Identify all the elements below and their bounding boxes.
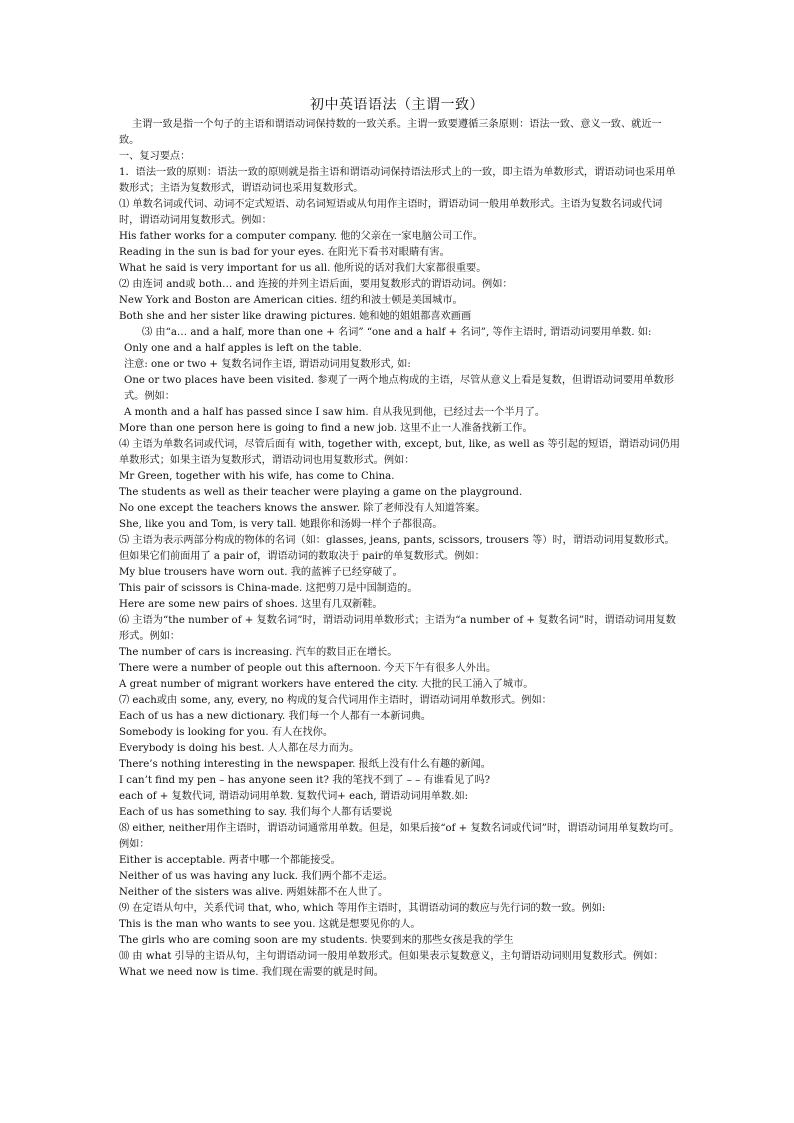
example-line: One or two places have been visited. 参观了一两个地点构成的主语，尽管从意义上看是复数，但谓语动词要用单数形式。例如： (124, 375, 674, 402)
paragraph: ⑼ 在定语从句中，关系代词 that, who, which 等用作主语时，其谓语动词的数应与先行词的数一致。例如: (119, 903, 606, 914)
paragraph: ⑻ either, neither用作主语时，谓语动词通常用单数。但是，如果后接“of + 复数名词或代词”时，谓语动词用单复数均可。例如： (119, 823, 680, 850)
paragraph: ⑹ 主语为“the number of + 复数名词”时，谓语动词用单数形式；主语为“a number of + 复数名词”时，谓语动词用复数形式。例如： (119, 615, 676, 642)
example-line: Neither of us was having any luck. 我们两个都不走运。 (119, 871, 393, 882)
example-line: The number of cars is increasing. 汽车的数目正在增长。 (119, 647, 398, 658)
paragraph: 主谓一致是指一个句子的主语和谓语动词保持数的一致关系。主谓一致要遵循三条原则：语法一致、意义一致、就近一致。 (119, 119, 662, 146)
example-line: She, like you and Tom, is very tall. 她跟你和汤姆一样个子都很高。 (119, 519, 443, 530)
example-line: There’s nothing interesting in the newspaper. 报纸上没有什么有趣的新闻。 (119, 759, 491, 770)
example-line: Somebody is looking for you. 有人在找你。 (119, 727, 334, 738)
example-line: The girls who are coming soon are my students. 快要到来的那些女孩是我的学生 (119, 935, 514, 946)
example-line: A month and a half has passed since I saw him. 自从我见到他，已经过去一个半月了。 (124, 407, 546, 418)
paragraph: ⑽ 由 what 引导的主语从句，主句谓语动词一般用单数形式。但如果表示复数意义，主句谓语动词则用复数形式。例如： (119, 951, 664, 962)
example-line: Each of us has a new dictionary. 我们每一个人都有一本新词典。 (119, 711, 432, 722)
example-line: What we need now is time. 我们现在需要的就是时间。 (119, 967, 384, 978)
example-line: Both she and her sister like drawing pictures. 她和她的姐姐都喜欢画画 (119, 311, 472, 322)
note-line: 注意: one or two + 复数名词作主语, 谓语动词用复数形式, 如: (124, 359, 411, 370)
example-line: This is the man who wants to see you. 这就是想要见你的人。 (119, 919, 421, 930)
example-line: His father works for a computer company. 他的父亲在一家电脑公司工作。 (119, 231, 483, 242)
paragraph: ⑺ each或由 some, any, every, no 构成的复合代词用作主语时，谓语动词用单数形式。例如： (119, 695, 552, 706)
paragraph: 1．语法一致的原则：语法一致的原则就是指主语和谓语动词保持语法形式上的一致，即主语为单数形式，谓语动词也采用单数形式；主语为复数形式，谓语动词也采用复数形式。 (119, 167, 676, 194)
note-line: each of + 复数代词, 谓语动词用单数. 复数代词+ each, 谓语动词用单数.如: (119, 791, 469, 802)
example-line: Each of us has something to say. 我们每个人都有话要说 (119, 807, 393, 818)
section-heading: 一、复习要点： (119, 151, 191, 162)
example-line: More than one person here is going to find a new job. 这里不止一人准备找新工作。 (119, 423, 533, 434)
paragraph: ⑴ 单数名词或代词、动词不定式短语、动名词短语或从句用作主语时，谓语动词一般用单数形式。主语为复数名词或代词时，谓语动词用复数形式。例如： (119, 199, 663, 226)
example-line: A great number of migrant workers have entered the city. 大批的民工涌入了城市。 (119, 679, 534, 690)
paragraph: ⑵ 由连词 and或 both… and 连接的并列主语后面，要用复数形式的谓语动词。例如： (119, 279, 513, 290)
example-line: Either is acceptable. 两者中哪一个都能接受。 (119, 855, 341, 866)
example-line: Everybody is doing his best. 人人都在尽力而为。 (119, 743, 360, 754)
document-body (119, 117, 681, 981)
example-line: Here are some new pairs of shoes. 这里有几双新鞋。 (119, 599, 383, 610)
example-line: What he said is very important for us all. 他所说的话对我们大家都很重要。 (119, 263, 487, 274)
example-line: My blue trousers have worn out. 我的蓝裤子已经穿破了。 (119, 567, 403, 578)
example-line: There were a number of people out this afternoon. 今天下午有很多人外出。 (119, 663, 497, 674)
paragraph: ⑷ 主语为单数名词或代词，尽管后面有 with, together with, except, but, like, as well as 等引起的短语，谓语动词仍用单数形式；如果主语为复数形式，谓语动词也用复数形式。例如： (119, 439, 680, 466)
example-line: New York and Boston are American cities. 纽约和波士顿是美国城市。 (119, 295, 463, 306)
example-line: Reading in the sun is bad for your eyes. 在阳光下看书对眼睛有害。 (119, 247, 450, 258)
example-line: No one except the teachers knows the answer. 除了老师没有人知道答案。 (119, 503, 486, 514)
example-line: This pair of scissors is China-made. 这把剪刀是中国制造的。 (119, 583, 418, 594)
paragraph: ⑶ 由“a… and a half, more than one + 名词” “one and a half + 名词”, 等作主语时, 谓语动词要用单数. 如: (142, 327, 652, 338)
page-title: 初中英语语法（主谓一致） (310, 97, 484, 113)
example-line: Neither of the sisters was alive. 两姐妹都不在人世了。 (119, 887, 389, 898)
example-line: Only one and a half apples is left on the table. (124, 343, 362, 354)
paragraph: ⑸ 主语为表示两部分构成的物体的名词（如：glasses, jeans, pants, scissors, trousers 等）时，谓语动词用复数形式。但如果它们前面用了 a pair of，谓语动词的数取决于 pair的单复数形式。例如： (119, 535, 675, 562)
example-line: Mr Green, together with his wife, has come to China. (119, 471, 395, 482)
example-line: The students as well as their teacher were playing a game on the playground. (119, 487, 523, 498)
example-line: I can’t find my pen – has anyone seen it? 我的笔找不到了 – – 有谁看见了吗? (119, 775, 491, 786)
